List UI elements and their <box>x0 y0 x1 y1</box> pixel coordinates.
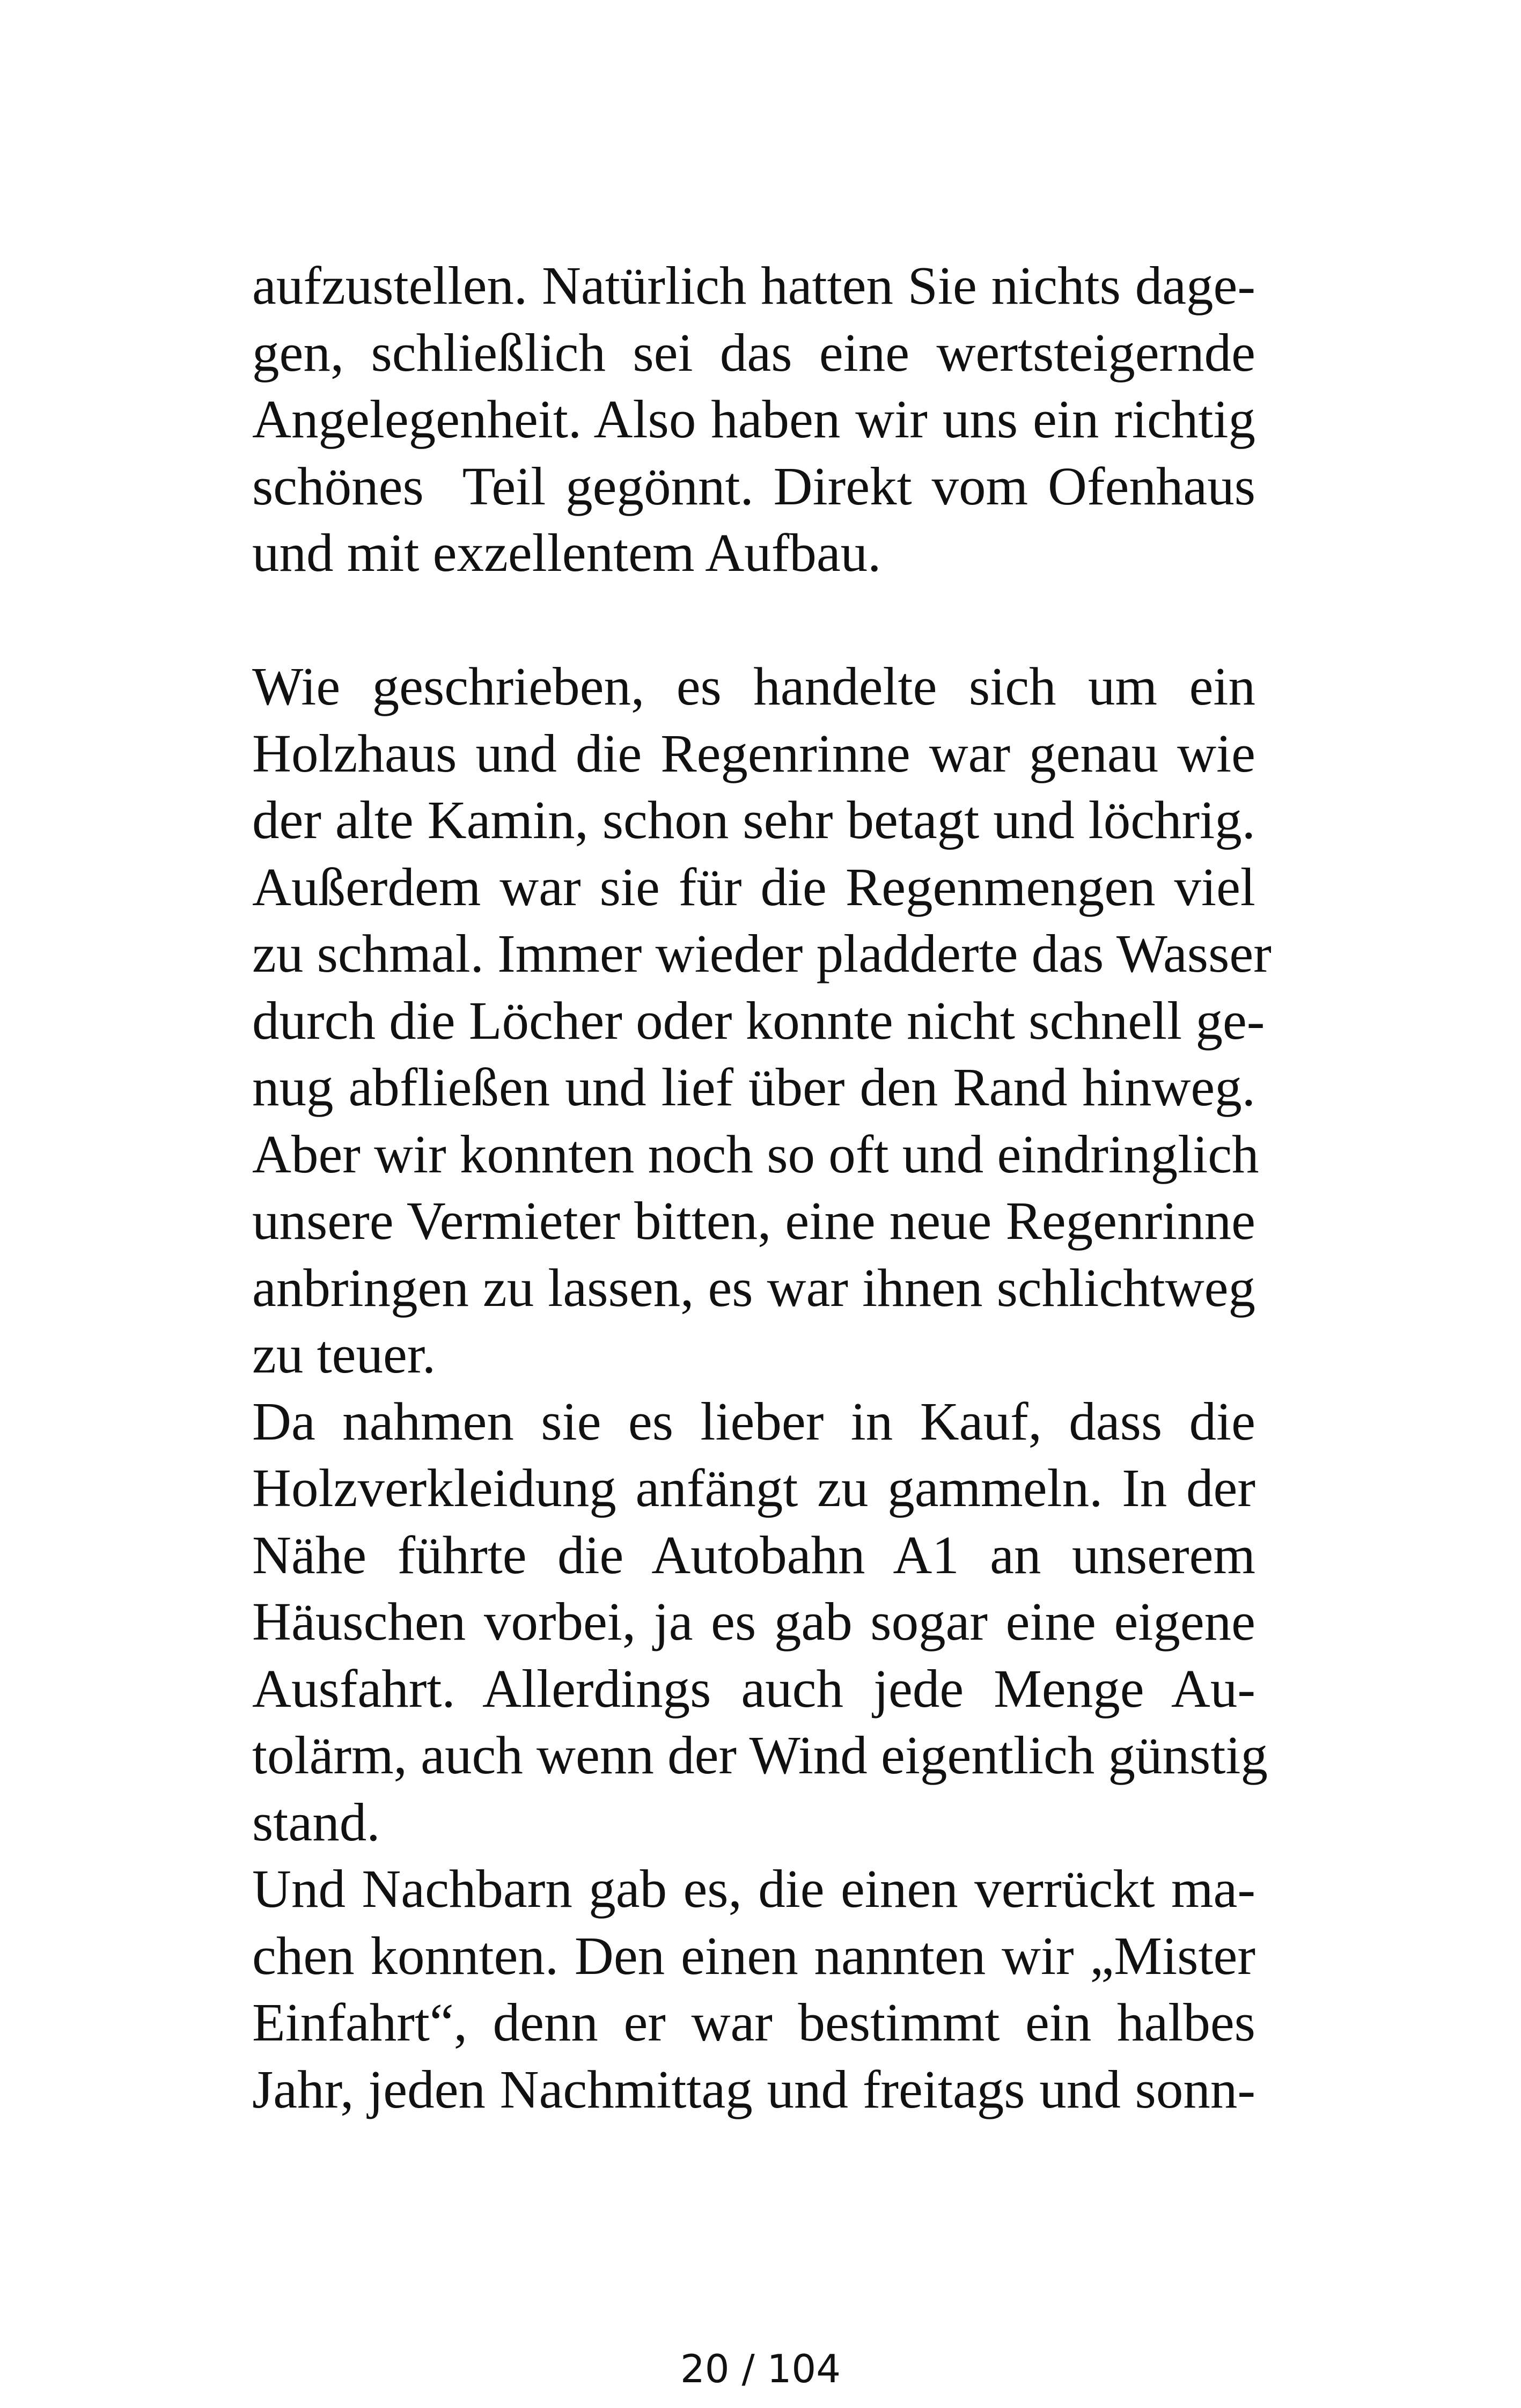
text-line: Aber wir konnten noch so oft und eindringlich <box>252 1124 1259 1184</box>
text-line: und mit exzellentem Aufbau. <box>252 523 881 583</box>
text-line: zu schmal. Immer wieder pladderte das Wasser <box>252 923 1272 983</box>
text-line: der alte Kamin, schon sehr betagt und löchrig. <box>252 790 1255 850</box>
text-line: Häuschen vorbei, ja es gab sogar eine eigene <box>252 1591 1255 1651</box>
text-line: unsere Vermieter bitten, eine neue Regenrinne <box>252 1191 1255 1251</box>
body-text <box>252 252 1272 2123</box>
paragraph-gap <box>252 586 1255 654</box>
text-line: durch die Löcher oder konnte nicht schnell ge- <box>252 990 1265 1051</box>
text-line: Nähe führte die Autobahn A1 an unserem <box>252 1524 1255 1585</box>
text-line: Und Nachbarn gab es, die einen verrückt ma- <box>252 1859 1255 1919</box>
text-line: Einfahrt“, denn er war bestimmt ein halbes <box>252 1992 1255 2052</box>
text-line: Holzhaus und die Regenrinne war genau wie <box>252 723 1255 783</box>
text-line: zu teuer. <box>252 1324 436 1384</box>
text-line: Ausfahrt. Allerdings auch jede Menge Au- <box>252 1658 1255 1719</box>
text-line: Außerdem war sie für die Regenmengen viel <box>252 856 1255 917</box>
page-number: 20 / 104 <box>680 2346 841 2391</box>
text-line: schönes Teil gegönnt. Direkt vom Ofenhaus <box>252 456 1255 516</box>
paragraph <box>252 653 1272 2123</box>
text-line: tolärm, auch wenn der Wind eigentlich günstig <box>252 1725 1268 1785</box>
text-line: nug abfließen und lief über den Rand hinweg. <box>252 1057 1255 1117</box>
text-line: Da nahmen sie es lieber in Kauf, dass die <box>252 1391 1255 1451</box>
text-line: stand. <box>252 1792 380 1852</box>
paragraph <box>252 252 1255 586</box>
text-line: Wie geschrieben, es handelte sich um ein <box>252 656 1255 716</box>
text-line: anbringen zu lassen, es war ihnen schlichtweg <box>252 1257 1255 1318</box>
text-line: Angelegenheit. Also haben wir uns ein richtig <box>252 389 1255 449</box>
text-line: Jahr, jeden Nachmittag und freitags und sonn- <box>252 2059 1255 2119</box>
text-line: Holzverkleidung anfängt zu gammeln. In der <box>252 1458 1255 1518</box>
text-line: gen, schließlich sei das eine wertsteigernde <box>252 322 1255 383</box>
text-line: chen konnten. Den einen nannten wir „Mister <box>252 1925 1255 1986</box>
text-line: aufzustellen. Natürlich hatten Sie nichts dage- <box>252 255 1255 315</box>
